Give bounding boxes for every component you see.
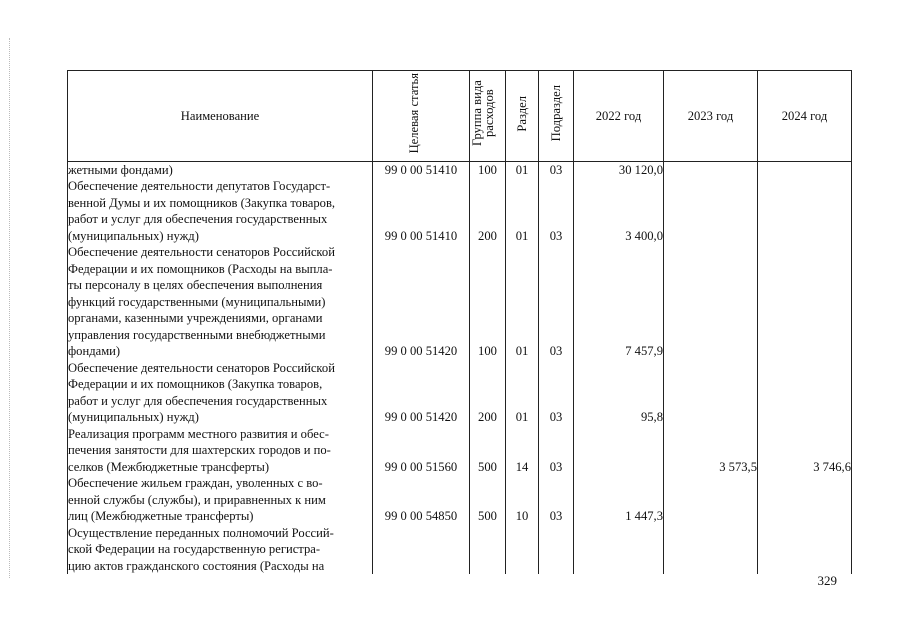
row-name-line: работ и услуг для обеспечения государственных	[68, 393, 328, 408]
row-value-2023	[664, 360, 758, 426]
row-expense-group: 500	[470, 475, 506, 525]
page-number: 329	[817, 573, 837, 588]
row-section: 10	[506, 475, 539, 525]
row-name-line: Федерации и их помощников (Расходы на выпла-	[68, 261, 333, 276]
header-expense-group: Группа вида расходов	[470, 71, 506, 162]
row-expense-group	[470, 525, 506, 575]
row-section: 01	[506, 360, 539, 426]
row-value-2023	[664, 244, 758, 360]
row-value-2022: 30 120,0	[574, 161, 664, 178]
row-value-2022: 7 457,9	[574, 244, 664, 360]
row-value-2023	[664, 161, 758, 178]
row-name-line: Реализация программ местного развития и обес-	[68, 426, 329, 441]
row-value-2024	[758, 360, 852, 426]
row-value-2022: 95,8	[574, 360, 664, 426]
row-name-line: Осуществление переданных полномочий Россий-	[68, 525, 334, 540]
header-name: Наименование	[68, 71, 373, 162]
row-article: 99 0 00 51410	[373, 161, 470, 178]
row-section: 01	[506, 161, 539, 178]
row-name-line: ской Федерации на государственную регистра-	[68, 542, 321, 556]
row-value-2024	[758, 244, 852, 360]
header-2024: 2024 год	[758, 71, 852, 162]
header-article: Целевая статья	[373, 71, 470, 162]
row-expense-group: 500	[470, 426, 506, 476]
row-name	[68, 161, 373, 178]
row-name	[68, 475, 373, 525]
header-2022: 2022 год	[574, 71, 664, 162]
row-name	[68, 244, 373, 360]
table-row	[68, 475, 852, 525]
row-value-2022	[574, 426, 664, 476]
row-value-2022: 3 400,0	[574, 178, 664, 244]
row-expense-group: 100	[470, 161, 506, 178]
table-header-row	[68, 71, 852, 162]
header-section: Раздел	[506, 71, 539, 162]
row-section: 14	[506, 426, 539, 476]
row-name-line: венной Думы и их помощников (Закупка товаров,	[68, 195, 336, 210]
row-subsection: 03	[539, 475, 574, 525]
row-name-line: функций государственными (муниципальными)	[68, 294, 326, 309]
row-expense-group: 200	[470, 178, 506, 244]
row-subsection: 03	[539, 360, 574, 426]
row-article: 99 0 00 54850	[373, 475, 470, 525]
row-section: 01	[506, 244, 539, 360]
row-name-line: работ и услуг для обеспечения государственных	[68, 212, 328, 226]
binding-margin-line	[9, 38, 11, 578]
row-name-line: жетными фондами)	[68, 162, 173, 177]
row-value-2024: 3 746,6	[758, 426, 852, 476]
header-subsection: Подраздел	[539, 71, 574, 162]
row-name-line: лиц (Межбюджетные трансферты)	[68, 509, 254, 523]
table-row	[68, 161, 852, 178]
row-name	[68, 525, 373, 575]
row-name-line: печения занятости для шахтерских городов и по-	[68, 443, 331, 457]
row-name-line: цию актов гражданского состояния (Расходы на	[68, 558, 325, 573]
row-article: 99 0 00 51410	[373, 178, 470, 244]
row-subsection: 03	[539, 161, 574, 178]
table-row	[68, 426, 852, 476]
row-subsection: 03	[539, 178, 574, 244]
row-value-2024	[758, 161, 852, 178]
row-name-line: (муниципальных) нужд)	[68, 228, 199, 243]
row-name-line: енной службы (службы), и приравненных к ним	[68, 492, 326, 507]
row-article	[373, 525, 470, 575]
row-name-line: фондами)	[68, 344, 121, 358]
row-name-line: органами, казенными учреждениями, органами	[68, 311, 323, 325]
row-value-2023	[664, 525, 758, 575]
row-name-line: Обеспечение жильем граждан, уволенных с во-	[68, 476, 323, 490]
row-name-line: (муниципальных) нужд)	[68, 410, 199, 424]
table-row	[68, 360, 852, 426]
row-value-2024	[758, 525, 852, 575]
budget-table	[67, 70, 852, 575]
row-value-2023	[664, 475, 758, 525]
row-subsection	[539, 525, 574, 575]
row-name	[68, 178, 373, 244]
row-name	[68, 426, 373, 476]
row-value-2024	[758, 178, 852, 244]
row-name-line: Обеспечение деятельности сенаторов Российской	[68, 360, 335, 375]
row-name-line: управления государственными внебюджетными	[68, 327, 326, 342]
row-name-line: Федерации и их помощников (Закупка товаров,	[68, 377, 323, 391]
row-value-2022: 1 447,3	[574, 475, 664, 525]
row-value-2022	[574, 525, 664, 575]
row-name-line: ты персоналу в целях обеспечения выполнения	[68, 278, 323, 292]
row-section	[506, 525, 539, 575]
row-value-2024	[758, 475, 852, 525]
row-section: 01	[506, 178, 539, 244]
row-expense-group: 200	[470, 360, 506, 426]
row-name-line: селков (Межбюджетные трансферты)	[68, 459, 270, 474]
table-row	[68, 525, 852, 575]
table-row	[68, 244, 852, 360]
row-article: 99 0 00 51420	[373, 244, 470, 360]
row-subsection: 03	[539, 244, 574, 360]
header-2023: 2023 год	[664, 71, 758, 162]
row-expense-group: 100	[470, 244, 506, 360]
row-name-line: Обеспечение деятельности сенаторов Российской	[68, 245, 335, 259]
row-value-2023	[664, 178, 758, 244]
row-article: 99 0 00 51420	[373, 360, 470, 426]
row-article: 99 0 00 51560	[373, 426, 470, 476]
table-row	[68, 178, 852, 244]
row-value-2023: 3 573,5	[664, 426, 758, 476]
row-name	[68, 360, 373, 426]
row-subsection: 03	[539, 426, 574, 476]
row-name-line: Обеспечение деятельности депутатов Государст-	[68, 179, 331, 193]
